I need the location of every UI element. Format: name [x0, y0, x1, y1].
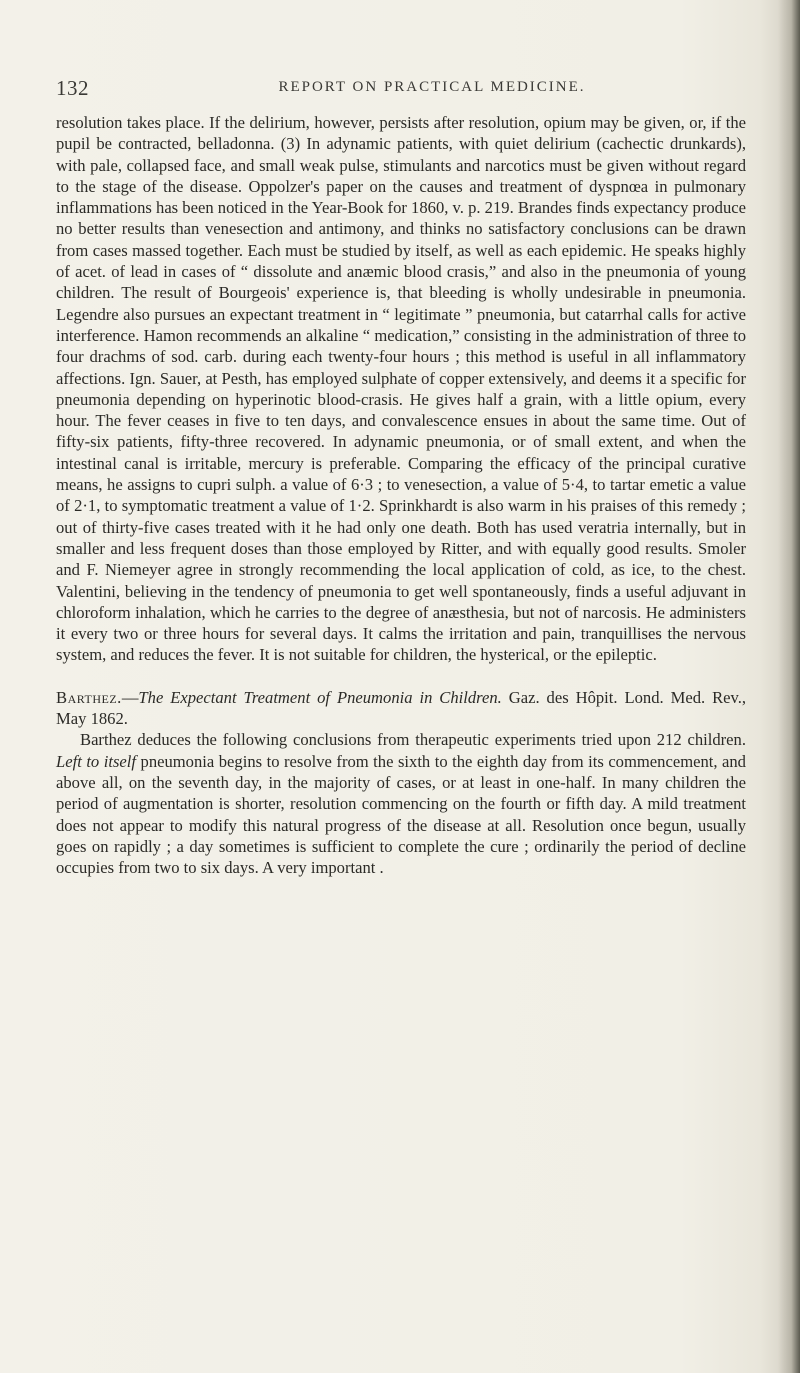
citation-source: Gaz. des Hôpit. Lond. Med. Rev., May 1862. — [56, 687, 747, 729]
citation-barthez: Barthez.—The Expectant Treatment of Pneumonia in Children. Gaz. des Hôpit. Lond. Med. Rev., May 1862. — [56, 687, 747, 729]
page-header — [56, 76, 746, 106]
paragraph-text-end: pneumonia begins to resolve from the sixth to the eighth day from its commencement, and above all, on the seventh day, in the majority of cases, or at least in one-half. In many children the period of augmentation is shorter, resolution commencing on the fourth or fifth day. A mild treatment does not appear to modify this natural progress of the disease at all. Resolution once begun, usually goes on rapidly ; a day sometimes is sufficient to complete the cure ; ordinarily the period of decline occupies from two to six days. A very important . — [56, 751, 746, 878]
citation-title: The Expectant Treatment of Pneumonia in Children. — [138, 687, 502, 707]
paragraph-barthez-conclusions — [56, 729, 746, 878]
section-gap — [56, 666, 746, 687]
paragraph-brandes-and-others: resolution takes place. If the delirium, however, persists after resolution, opium may be given, or, if the pupil be contracted, belladonna. (3) In adynamic patients, with quiet delirium (cachectic drunkards), with pale, collapsed face, and small weak pulse, stimulants and narcotics must be given without regard to the stage of the disease. Oppolzer's paper on the causes and treatment of dyspnœa in pulmonary inflammations has been noticed in the Year-Book for 1860, v. p. 219. Brandes finds expectancy produce no better results than venesection and antimony, and thinks no satisfactory conclusions can be drawn from cases massed together. Each must be studied by itself, as well as each epidemic. He speaks highly of acet. of lead in cases of “ dissolute and anæmic blood crasis,” and also in the pneumonia of young children. The result of Bourgeois' experience is, that bleeding is wholly undesirable in pneumonia. Legendre also pursues an expectant treatment in “ legitimate ” pneumonia, but catarrhal calls for active interference. Hamon recommends an alkaline “ medication,” consisting in the administration of three to four drachms of sod. carb. during each twenty-four hours ; this method is useful in all inflammatory affections. Ign. Sauer, at Pesth, has employed sulphate of copper extensively, and deems it a specific for pneumonia depending on hyperinotic blood-crasis. He gives half a grain, with a little opium, every hour. The fever ceases in five to ten days, and convalescence ensues in about the same time. Out of fifty-six patients, fifty-three recovered. In adynamic pneumonia, or of small extent, and when the intestinal canal is irritable, mercury is preferable. Comparing the efficacy of the principal curative means, he assigns to cupri sulph. a value of 6·3 ; to venesection, a value of 5·4, to tartar emetic a value of 2·1, to symptomatic treatment a value of 1·2. Sprinkhardt is also warm in his praises of this remedy ; out of thirty-five cases treated with it he had only one death. Both has used veratria internally, but in smaller and less frequent doses than those employed by Ritter, and with equally good results. Smoler and F. Niemeyer agree in strongly recommending the local application of cold, as ice, to the chest. Valentini, believing in the tendency of pneumonia to get well spontaneously, finds a useful adjuvant in chloroform inhalation, which he carries to the degree of anæsthesia, but not of narcosis. He administers it every two or three hours for several days. It calms the irritation and pain, tranquillises the nervous system, and reduces the fever. It is not suitable for children, the hysterical, or the epileptic. — [56, 113, 746, 665]
body-text — [56, 112, 746, 878]
page-number: 132 — [56, 76, 89, 100]
running-head: REPORT ON PRACTICAL MEDICINE. — [278, 79, 586, 95]
page-edge-shadow — [778, 0, 800, 1373]
paragraph-italic-phrase: Left to itself — [56, 751, 136, 771]
paragraph-text-start: Barthez deduces the following conclusions from therapeutic experiments tried upon 212 children. — [80, 730, 746, 750]
citation-author: Barthez. — [56, 687, 122, 707]
